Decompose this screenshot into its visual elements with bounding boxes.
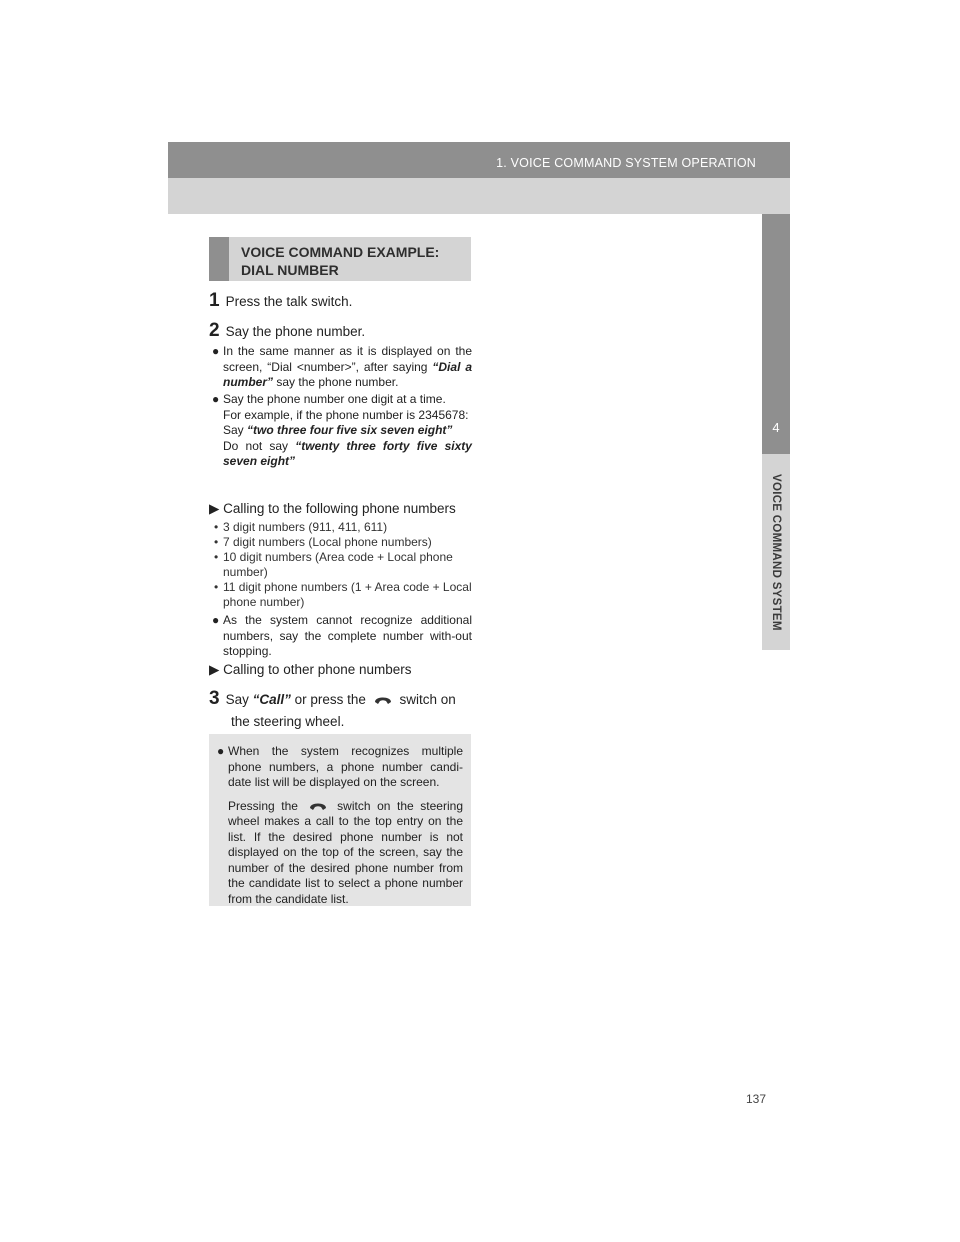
note-text: Pressing the: [228, 798, 298, 813]
side-tab-top: [762, 214, 790, 400]
voice-command: “Call”: [252, 692, 291, 707]
bullet-text: Say the phone number one digit at a time.: [223, 392, 446, 406]
list-item: [214, 520, 472, 535]
section-title-line2: DIAL NUMBER: [241, 262, 339, 278]
step-text: Say: [225, 692, 249, 707]
list-item-text: 10 digit numbers (Area code + Local phone number): [223, 550, 453, 579]
header-section-title: 1. VOICE COMMAND SYSTEM OPERATION: [496, 156, 756, 170]
voice-command: “two three four five six seven eight”: [247, 423, 453, 437]
section-heading-bar: [209, 237, 229, 281]
triangle-icon: ▶: [209, 662, 220, 677]
bullet-mark: ●: [212, 613, 220, 627]
note-bullet: [217, 744, 463, 907]
bullet-text: In the same manner as it is displayed on the screen, “Dial <number>”, after saying: [223, 344, 472, 374]
bullet-text: As the system cannot recognize additional numbers, say the complete number with-out stopping.: [223, 613, 472, 658]
subsection-title: Calling to the following phone numbers: [223, 501, 456, 516]
list-item-text: 11 digit phone numbers (1 + Area code + Local phone number): [223, 580, 472, 609]
step-text: or press the: [294, 692, 366, 707]
step-number: 3: [209, 688, 220, 709]
step-text-line2: the steering wheel.: [231, 714, 345, 729]
bullet-text: say the phone number.: [276, 375, 399, 389]
triangle-icon: ▶: [209, 501, 220, 516]
section-title: [241, 243, 466, 279]
section-heading: [209, 237, 471, 281]
bullet-mark: ●: [212, 344, 220, 358]
note-box: [209, 734, 471, 906]
step-text: switch on: [399, 692, 456, 707]
header-bar: [168, 142, 790, 178]
step-text: Say the phone number.: [225, 324, 366, 339]
section-title-line1: VOICE COMMAND EXAMPLE:: [241, 244, 440, 260]
list-item: [214, 550, 472, 580]
list-item: [214, 580, 472, 610]
step-1: [209, 290, 352, 312]
say-label: Say: [223, 423, 244, 437]
subsection-title: Calling to other phone numbers: [223, 662, 412, 677]
step-number: 2: [209, 320, 220, 341]
voice-command: “twenty three forty five sixty seven eight”: [223, 438, 472, 468]
page-number: 137: [746, 1092, 767, 1106]
do-not-say-label: Do not say: [223, 438, 289, 453]
bullet-complete-number: [212, 613, 472, 660]
subsection-following: [209, 501, 456, 517]
list-item-text: 7 digit numbers (Local phone numbers): [223, 535, 432, 549]
bullet-mark: •: [214, 535, 219, 549]
step-3: [209, 688, 471, 729]
note-text: switch on the steering wheel makes a call to the top entry on the list. If the desired phone number is not displayed on the top of the screen, say the number of the desired phone number from the candidate list to select a phone number from the candidate list.: [228, 798, 463, 906]
chapter-number: 4: [762, 400, 790, 454]
step-2: [209, 320, 365, 342]
phone-switch-icon: [373, 693, 393, 706]
chapter-label: VOICE COMMAND SYSTEM: [770, 473, 782, 631]
bullet-text: For example, if the phone number is 2345678:: [223, 407, 469, 422]
list-item-text: 3 digit numbers (911, 411, 611): [223, 520, 388, 534]
bullet-dial-manner: [212, 344, 472, 391]
phone-switch-icon: [308, 799, 328, 812]
bullet-mark: •: [214, 580, 219, 594]
step-number: 1: [209, 290, 220, 311]
header-subbar: [168, 178, 790, 214]
bullet-mark: •: [214, 550, 219, 564]
step-text: Press the talk switch.: [225, 294, 353, 309]
subsection-other: [209, 662, 412, 678]
note-text: When the system recognizes multiple phone numbers, a phone number candi-date list will be displayed on the screen.: [228, 744, 463, 789]
bullet-mark: ●: [217, 744, 225, 758]
list-item: [214, 535, 472, 550]
voice-command: “Dial a number”: [223, 359, 472, 389]
bullet-mark: •: [214, 520, 219, 534]
bullet-one-digit: [212, 392, 472, 470]
bullet-mark: ●: [212, 392, 220, 406]
